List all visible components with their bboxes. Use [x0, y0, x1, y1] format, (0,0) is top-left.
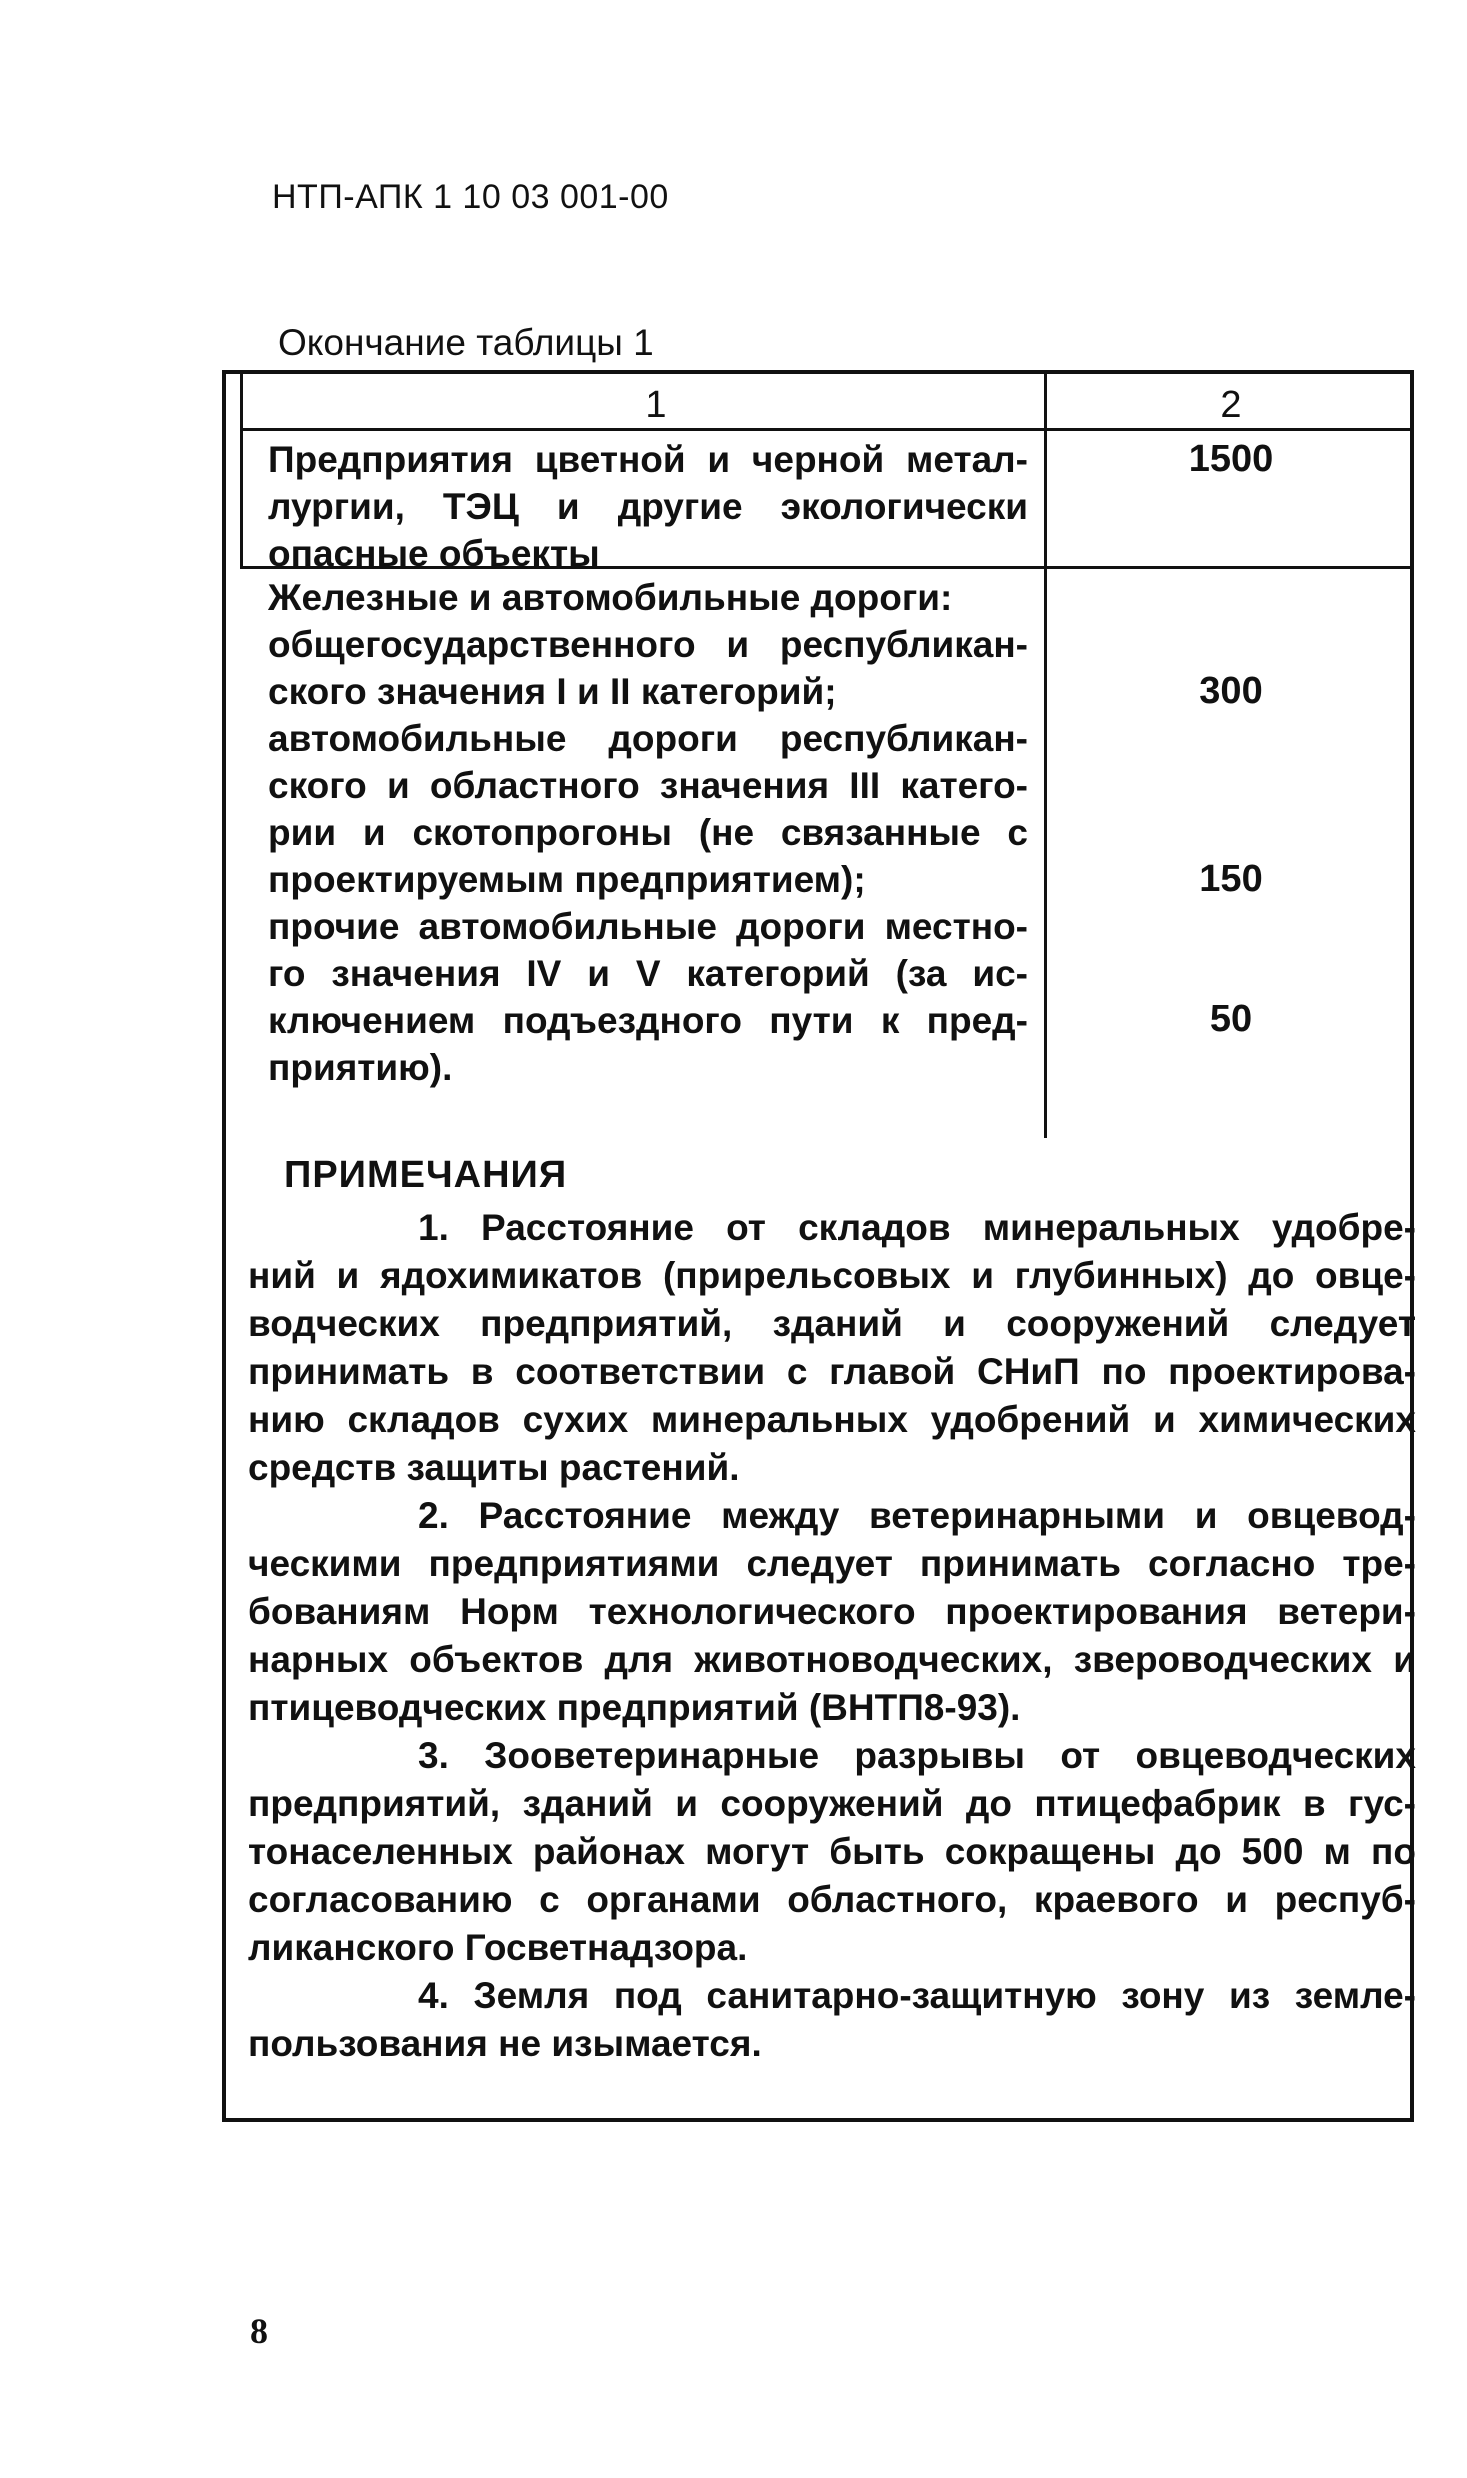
- table-row-2-text: [268, 574, 1028, 1091]
- page-number: 8: [250, 2311, 268, 2351]
- table-cell-line: общегосударственного и республикан-: [268, 624, 1028, 665]
- note-item: [248, 1204, 1416, 1492]
- note-line: 3. Зооветеринарные разрывы от овцеводческих: [418, 1735, 1416, 1776]
- table-cell-line: Предприятия цветной и черной метал-: [268, 439, 1028, 480]
- table-frame: [222, 370, 1414, 2122]
- table-caption: Окончание таблицы 1: [278, 322, 654, 363]
- table-cell-line: ского и областного значения III катего-: [268, 765, 1028, 806]
- table-cell-line: лургии, ТЭЦ и другие экологически: [268, 486, 1028, 527]
- table-cell-line: автомобильные дороги республикан-: [268, 718, 1028, 759]
- note-line: согласованию с органами областного, краевого и респуб-: [248, 1879, 1416, 1920]
- note-line: 2. Расстояние между ветеринарными и овцевод-: [418, 1495, 1416, 1536]
- table-cell-line: ского значения I и II категорий;: [268, 671, 837, 712]
- notes-title: ПРИМЕЧАНИЯ: [284, 1154, 568, 1196]
- table-row-2-value-1: 300: [1199, 670, 1263, 712]
- note-line: предприятий, зданий и сооружений до птицефабрик в гус-: [248, 1783, 1416, 1824]
- note-line: ний и ядохимикатов (прирельсовых и глубинных) до овце-: [248, 1255, 1416, 1296]
- table-cell-line: ключением подъездного пути к пред-: [268, 1000, 1028, 1041]
- note-line: бованиям Норм технологического проектирования ветери-: [248, 1591, 1416, 1632]
- note-line: 4. Земля под санитарно-защитную зону из земле-: [418, 1975, 1416, 2016]
- note-item: [248, 1732, 1416, 1972]
- note-line: тонаселенных районах могут быть сокращены до 500 м по: [248, 1831, 1416, 1872]
- document-code: НТП-АПК 1 10 03 001-00: [272, 178, 669, 216]
- table-row-2-value-2: 150: [1199, 858, 1263, 900]
- table-column-divider: [1044, 374, 1047, 1138]
- table-cell-line: го значения IV и V категорий (за ис-: [268, 953, 1028, 994]
- note-line: нарных объектов для животноводческих, звероводческих и: [248, 1639, 1416, 1680]
- note-line: нию складов сухих минеральных удобрений и химических: [248, 1399, 1416, 1440]
- table-cell-line: Железные и автомобильные дороги:: [268, 577, 953, 618]
- table-header-col2: 2: [1220, 384, 1242, 426]
- table-row-1-text: [268, 436, 1028, 577]
- table-row-2-value-3: 50: [1209, 998, 1253, 1040]
- note-line: ликанского Госветнадзора.: [248, 1927, 748, 1968]
- note-line: птицеводческих предприятий (ВНТП8-93).: [248, 1687, 1021, 1728]
- note-line: средств защиты растений.: [248, 1447, 740, 1488]
- notes-body: [248, 1204, 1416, 2068]
- table-cell-line: приятию).: [268, 1047, 453, 1088]
- note-item: [248, 1492, 1416, 1732]
- note-line: принимать в соответствии с главой СНиП по проектирова-: [248, 1351, 1416, 1392]
- table-left-rule: [240, 374, 243, 569]
- table-row-1-value: 1500: [1188, 438, 1274, 480]
- note-line: пользования не изымается.: [248, 2023, 762, 2064]
- note-item: [248, 1972, 1416, 2068]
- table-cell-line: опасные объекты: [268, 533, 600, 574]
- note-line: ческими предприятиями следует принимать согласно тре-: [248, 1543, 1416, 1584]
- table-cell-line: проектируемым предприятием);: [268, 859, 866, 900]
- table-rule: [240, 428, 1410, 431]
- table-header-col1: 1: [645, 384, 667, 426]
- note-line: 1. Расстояние от складов минеральных удобре-: [418, 1207, 1416, 1248]
- table-cell-line: рии и скотопрогоны (не связанные с: [268, 812, 1028, 853]
- note-line: водческих предприятий, зданий и сооружений следует: [248, 1303, 1416, 1344]
- table-cell-line: прочие автомобильные дороги местно-: [268, 906, 1028, 947]
